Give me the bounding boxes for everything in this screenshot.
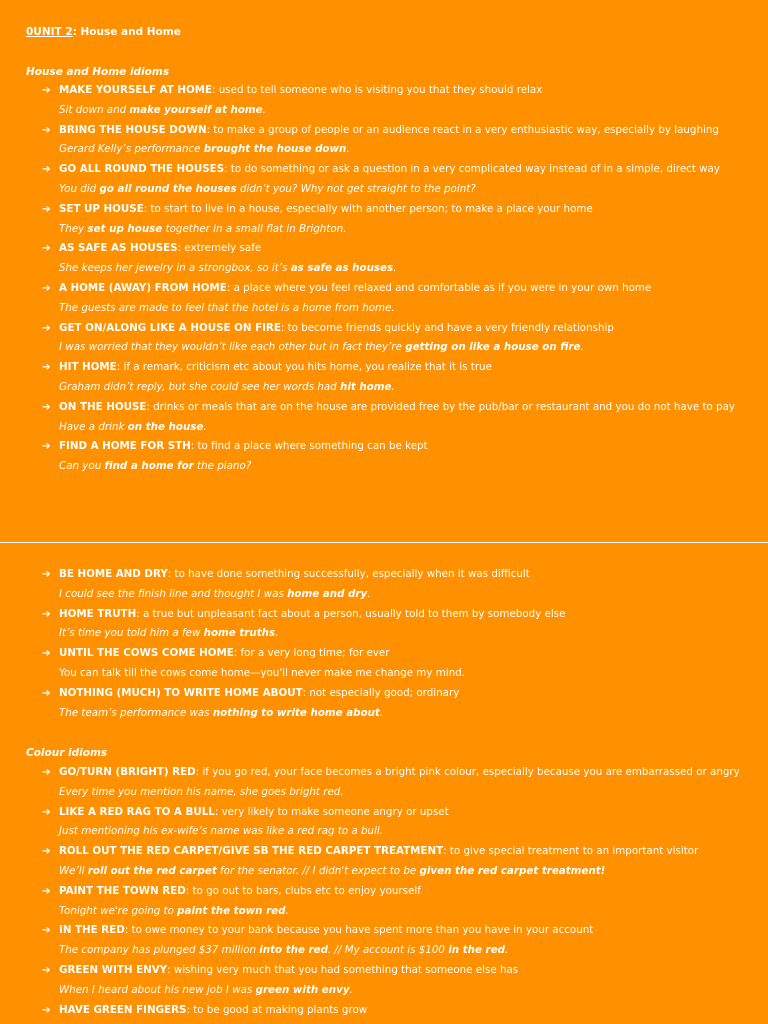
idiom-definition: : if you go red, your face becomes a bright pink colour, especially because you are embarrassed or angry: [195, 766, 740, 778]
example-text: You can talk till the cows come home—you'll never make me change my mind.: [59, 666, 465, 679]
idiom-example: [42, 941, 740, 961]
example-text: Just mentioning his ex-wife’s name was like a red rag to a bull.: [59, 825, 384, 838]
idiom-term: AS SAFE AS HOUSES: [59, 242, 178, 255]
right-arrow-icon: ➔: [42, 963, 51, 976]
idiom-entry: [42, 565, 565, 605]
idiom-term: GET ON/ALONG LIKE A HOUSE ON FIRE: [59, 321, 281, 334]
idiom-example: [42, 664, 565, 684]
idiom-entry: [42, 437, 735, 477]
idiom-example: [42, 259, 735, 279]
idiom-example: [42, 822, 740, 842]
example-highlight: as safe as houses: [290, 262, 394, 275]
idiom-term: BE HOME AND DRY: [59, 568, 168, 580]
idiom-entry: [42, 842, 740, 882]
right-arrow-icon: ➔: [42, 884, 51, 897]
example-text: .: [379, 706, 384, 719]
idiom-definition-line: [42, 398, 735, 418]
example-text: She keeps her jewelry in a strongbox, so it’s: [59, 262, 291, 275]
idiom-definition: : to go out to bars, clubs etc to enjoy yourself: [185, 884, 421, 897]
idiom-example: [42, 338, 735, 358]
idiom-entry: [42, 803, 740, 843]
idiom-term: UNTIL THE COWS COME HOME: [59, 647, 234, 660]
idiom-entry: [42, 279, 735, 319]
idiom-term: MAKE YOURSELF AT HOME: [59, 84, 213, 96]
example-highlight: make yourself at home: [129, 103, 263, 116]
example-text: .: [285, 904, 289, 917]
idiom-example: [42, 418, 735, 438]
example-text: for the senator. // I didn't expect to be: [216, 864, 420, 877]
example-highlight: on the house: [127, 420, 204, 433]
right-arrow-icon: ➔: [42, 202, 51, 215]
idiom-term: SET UP HOUSE: [59, 202, 144, 215]
right-arrow-icon: ➔: [42, 400, 51, 413]
example-highlight: into the red: [259, 944, 328, 957]
idiom-definition-line: [42, 961, 740, 981]
example-text: When I heard about his new job I was: [59, 983, 256, 996]
idiom-term: LIKE A RED RAG TO A BULL: [59, 805, 215, 818]
example-highlight: set up house: [87, 222, 163, 235]
example-text: .: [346, 143, 350, 156]
idiom-definition: : to make a group of people or an audience react in a very enthusiastic way, especially by laughing: [206, 123, 719, 136]
unit-number: 0UNIT 2: [26, 26, 73, 38]
idiom-term: IN THE RED: [59, 924, 125, 937]
example-highlight: nothing to write home about: [212, 706, 380, 719]
idiom-example: [42, 902, 740, 922]
example-text: Can you: [59, 460, 105, 473]
right-arrow-icon: ➔: [42, 361, 51, 374]
example-text: The company has plunged $37 million: [59, 944, 260, 957]
example-text: Graham didn’t reply, but she could see her words had: [59, 380, 340, 393]
example-highlight: find a home for: [104, 460, 194, 473]
idiom-definition-line: [42, 160, 735, 180]
idiom-term: HIT HOME: [59, 361, 117, 374]
example-text: .: [203, 420, 207, 433]
example-highlight: green with envy: [255, 983, 350, 996]
idiom-term: NOTHING (MUCH) TO WRITE HOME ABOUT: [59, 686, 303, 699]
idiom-definition: : to give special treatment to an important visitor: [443, 845, 699, 858]
idiom-definition: : to start to live in a house, especially with another person; to make a place your home: [143, 202, 593, 215]
idiom-entry: [42, 644, 565, 684]
idiom-entry: [42, 358, 735, 398]
right-arrow-icon: ➔: [42, 568, 51, 580]
idiom-definition-line: [42, 921, 740, 941]
idiom-entry: [42, 605, 565, 645]
idiom-definition: : drinks or meals that are on the house are provided free by the pub/bar or restaurant and you do not have to pay: [146, 400, 735, 413]
example-text: didn’t you? Why not get straight to the point?: [236, 182, 476, 195]
right-arrow-icon: ➔: [42, 607, 51, 620]
example-highlight: home and dry: [287, 587, 368, 600]
example-text: I could see the finish line and thought I was: [59, 587, 288, 600]
idiom-entry: [42, 319, 735, 359]
right-arrow-icon: ➔: [42, 924, 51, 937]
idiom-definition: : wishing very much that you had something that someone else has: [167, 963, 519, 976]
idiom-entry: [42, 81, 735, 121]
right-arrow-icon: ➔: [42, 805, 51, 818]
right-arrow-icon: ➔: [42, 123, 51, 136]
idiom-definition-line: [42, 437, 735, 457]
idiom-list-house-continued: [42, 565, 565, 723]
example-text: . // My account is $100: [327, 944, 449, 957]
idiom-example: [42, 299, 735, 319]
example-text: We’ll: [59, 864, 88, 877]
example-text: Gerard Kelly’s performance: [59, 143, 204, 156]
section-heading-colour: Colour idioms: [26, 747, 108, 759]
example-highlight: brought the house down: [203, 143, 347, 156]
example-highlight: paint the town red: [177, 904, 286, 917]
idiom-example: [42, 378, 735, 398]
idiom-entry: [42, 882, 740, 922]
idiom-definition-line: [42, 644, 565, 664]
idiom-definition-line: [42, 319, 735, 339]
idiom-definition-line: [42, 684, 565, 704]
idiom-entry: [42, 684, 565, 724]
idiom-entry: [42, 200, 735, 240]
unit-name: : House and Home: [72, 26, 181, 38]
right-arrow-icon: ➔: [42, 163, 51, 176]
idiom-definition: : to owe money to your bank because you have spent more than you have in your account: [124, 924, 594, 937]
example-highlight: hit home: [340, 380, 392, 393]
example-text: .: [275, 627, 279, 640]
example-text: It’s time you told him a few: [59, 627, 204, 640]
idiom-entry: [42, 398, 735, 438]
right-arrow-icon: ➔: [42, 242, 51, 255]
idiom-term: GO ALL ROUND THE HOUSES: [59, 163, 225, 176]
example-text: .: [349, 983, 353, 996]
idiom-example: [42, 180, 735, 200]
right-arrow-icon: ➔: [42, 647, 51, 660]
idiom-example: [42, 457, 735, 477]
unit-title: [26, 26, 181, 38]
idiom-definition-line: [42, 803, 740, 823]
idiom-entry: [42, 921, 740, 961]
idiom-definition-line: [42, 565, 565, 585]
example-text: .: [393, 262, 397, 275]
example-highlight: roll out the red carpet: [87, 864, 217, 877]
example-text: .: [367, 587, 371, 600]
idiom-term: PAINT THE TOWN RED: [59, 884, 186, 897]
idiom-example: [42, 140, 735, 160]
example-highlight: in the red: [448, 944, 505, 957]
idiom-list-colour: [42, 763, 740, 1020]
idiom-definition: : a true but unpleasant fact about a person, usually told to them by somebody else: [136, 607, 566, 620]
example-text: .: [580, 341, 584, 354]
example-text: The team’s performance was: [59, 706, 213, 719]
right-arrow-icon: ➔: [42, 321, 51, 334]
example-text: the piano?: [193, 460, 252, 473]
idiom-term: HOME TRUTH: [59, 607, 137, 620]
right-arrow-icon: ➔: [42, 84, 51, 96]
idiom-example: [42, 624, 565, 644]
example-text: Have a drink: [59, 420, 128, 433]
idiom-definition-line: [42, 239, 735, 259]
idiom-term: BRING THE HOUSE DOWN: [59, 123, 207, 136]
idiom-term: A HOME (AWAY) FROM HOME: [59, 281, 227, 294]
idiom-example: [42, 585, 565, 605]
example-text: Every time you mention his name, she goes bright red.: [59, 785, 344, 798]
right-arrow-icon: ➔: [42, 686, 51, 699]
idiom-definition: : extremely safe: [177, 242, 262, 255]
idiom-entry: [42, 1001, 740, 1021]
idiom-definition-line: [42, 1001, 740, 1021]
example-highlight: go all round the houses: [99, 182, 237, 195]
idiom-definition-line: [42, 200, 735, 220]
example-highlight: home truths: [203, 627, 276, 640]
idiom-definition: : for a very long time; for ever: [233, 647, 390, 660]
idiom-example: [42, 981, 740, 1001]
idiom-definition: : to find a place where something can be kept: [190, 440, 428, 453]
example-text: .: [504, 944, 509, 957]
idiom-definition-line: [42, 81, 735, 101]
example-text: together in a small flat in Brighton.: [162, 222, 347, 235]
idiom-example: [42, 220, 735, 240]
idiom-definition-line: [42, 279, 735, 299]
example-text: .: [262, 103, 266, 116]
idiom-example: [42, 101, 735, 121]
example-highlight: given the red carpet treatment!: [419, 864, 606, 877]
example-text: They: [59, 222, 88, 235]
idiom-definition-line: [42, 605, 565, 625]
idiom-definition: : to become friends quickly and have a very friendly relationship: [280, 321, 614, 334]
idiom-term: ROLL OUT THE RED CARPET/GIVE SB THE RED CARPET TREATMENT: [59, 845, 444, 858]
idiom-definition-line: [42, 121, 735, 141]
example-text: .: [391, 380, 395, 393]
idiom-term: HAVE GREEN FINGERS: [59, 1003, 187, 1016]
idiom-definition: : very likely to make someone angry or upset: [214, 805, 449, 818]
idiom-definition: : if a remark, criticism etc about you hits home, you realize that it is true: [116, 361, 492, 374]
idiom-definition-line: [42, 358, 735, 378]
idiom-term: GREEN WITH ENVY: [59, 963, 168, 976]
idiom-definition: : to have done something successfully, especially when it was difficult: [167, 568, 530, 580]
example-text: I was worried that they wouldn’t like each other but in fact they’re: [59, 341, 406, 354]
idiom-definition: : not especially good; ordinary: [302, 686, 460, 699]
example-text: The guests are made to feel that the hotel is a home from home.: [59, 301, 395, 314]
idiom-entry: [42, 763, 740, 803]
idiom-term: ON THE HOUSE: [59, 400, 147, 413]
idiom-example: [42, 783, 740, 803]
idiom-definition: : to do something or ask a question in a very complicated way instead of in a simple, direct way: [224, 163, 720, 176]
idiom-term: FIND A HOME FOR STH: [59, 440, 191, 453]
idiom-definition: : a place where you feel relaxed and comfortable as if you were in your own home: [226, 281, 652, 294]
page-2: [0, 543, 768, 1024]
example-text: Sit down and: [59, 103, 130, 116]
right-arrow-icon: ➔: [42, 766, 51, 778]
idiom-definition-line: [42, 842, 740, 862]
idiom-example: [42, 862, 740, 882]
example-highlight: getting on like a house on fire: [405, 341, 581, 354]
right-arrow-icon: ➔: [42, 1003, 51, 1016]
idiom-definition: : used to tell someone who is visiting you that they should relax: [212, 84, 543, 96]
right-arrow-icon: ➔: [42, 845, 51, 858]
idiom-entry: [42, 239, 735, 279]
idiom-term: GO/TURN (BRIGHT) RED: [59, 766, 196, 778]
section-heading-house: House and Home idioms: [26, 66, 170, 78]
idiom-entry: [42, 121, 735, 161]
example-text: Tonight we're going to: [59, 904, 178, 917]
idiom-list-house: [42, 81, 735, 477]
idiom-entry: [42, 160, 735, 200]
idiom-definition-line: [42, 763, 740, 783]
idiom-example: [42, 704, 565, 724]
right-arrow-icon: ➔: [42, 440, 51, 453]
example-text: You did: [59, 182, 100, 195]
idiom-definition: : to be good at making plants grow: [186, 1003, 368, 1016]
idiom-definition-line: [42, 882, 740, 902]
idiom-entry: [42, 961, 740, 1001]
right-arrow-icon: ➔: [42, 281, 51, 294]
